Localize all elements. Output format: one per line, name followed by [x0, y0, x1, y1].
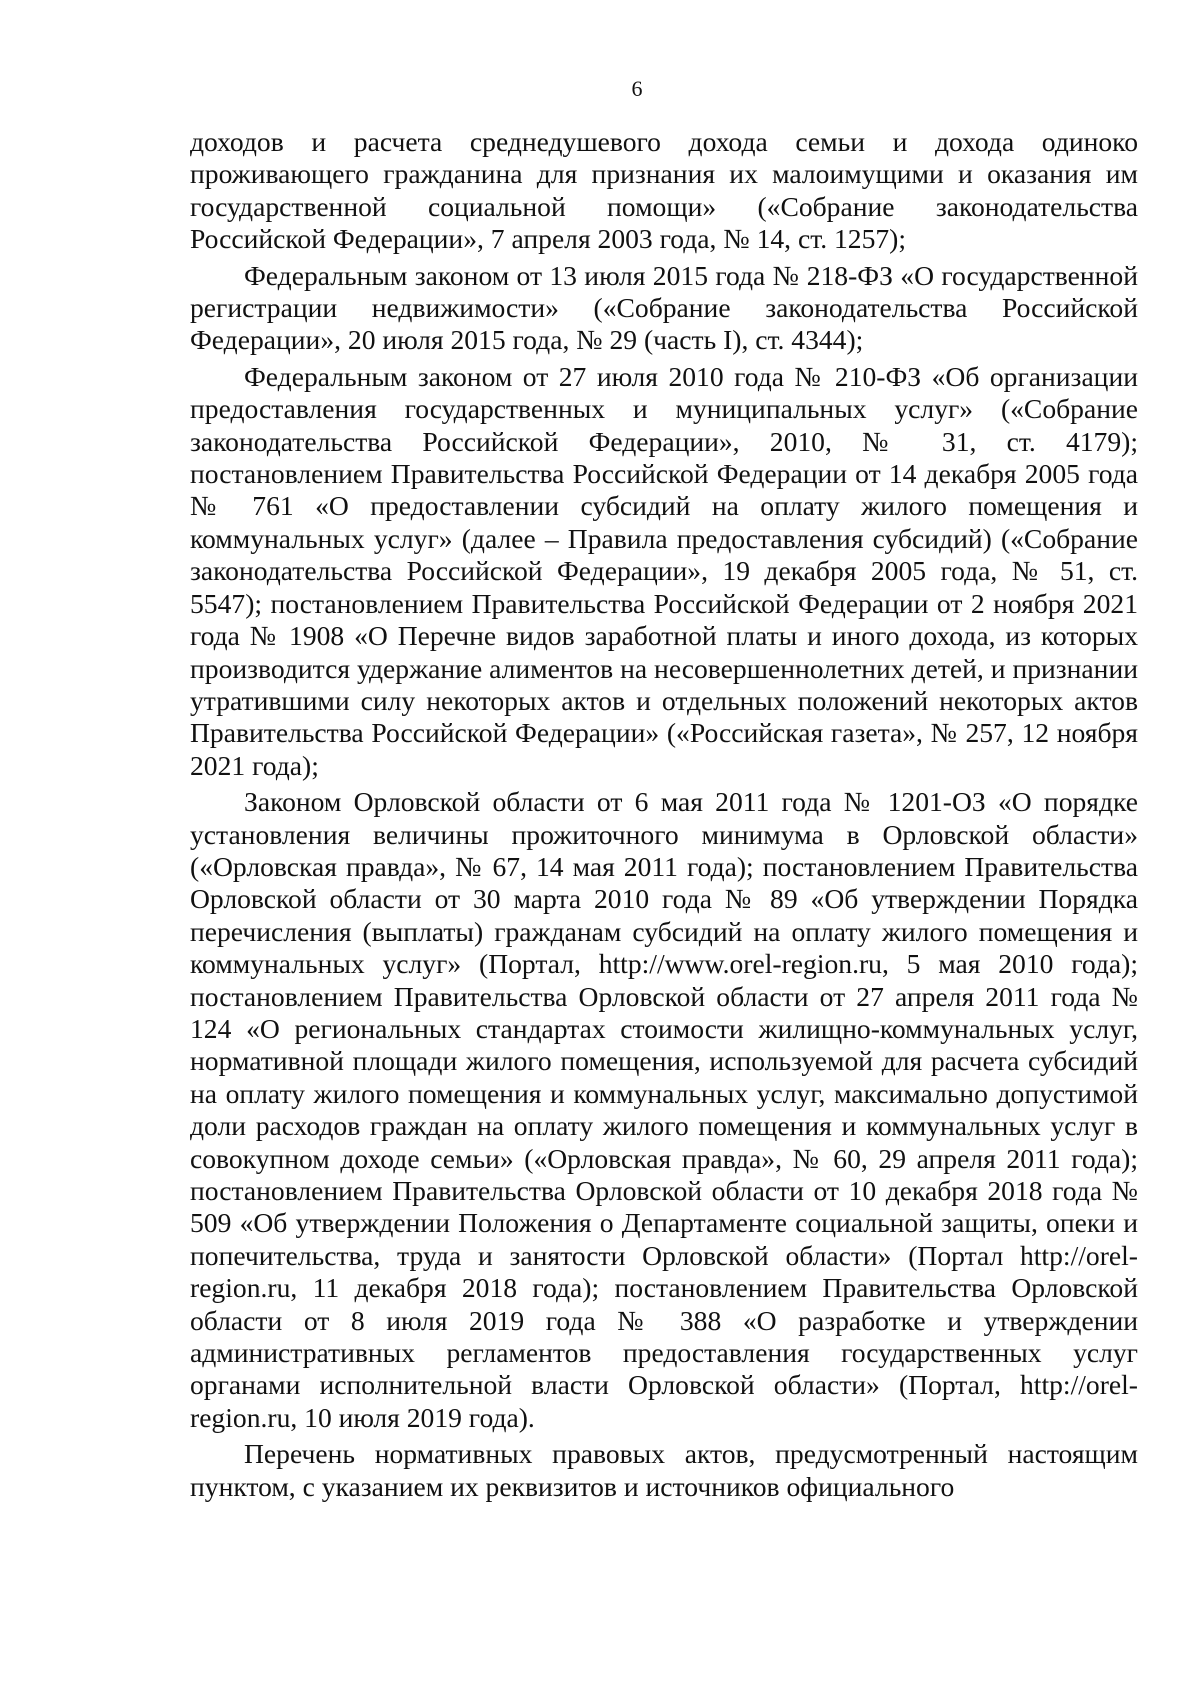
paragraph-orel-region-acts: Законом Орловской области от 6 мая 2011 года № 1201-ОЗ «О порядке установления величины прожиточного минимума в Орловской области» («Орловская правда», № 67, 14 мая 2011 года); постановлением Правительства Орловской области от 30 марта 2010 года № 89 «Об утверждении Порядка перечисления (выплаты) гражданам субсидий на оплату жилого помещения и коммунальных услуг» (Портал, http://www.orel-region.ru, 5 мая 2010 года); постановлением Правительства Орловской области от 27 апреля 2011 года № 124 «О региональных стандартах стоимости жилищно-коммунальных услуг, нормативной площади жилого помещения, используемой для расчета субсидий на оплату жилого помещения и коммунальных услуг, максимально допустимой доли расходов граждан на оплату жилого помещения и коммунальных услуг в совокупном доходе семьи» («Орловская правда», № 60, 29 апреля 2011 года); постановлением Правительства Орловской области от 10 декабря 2018 года № 509 «Об утверждении Положения о Департаменте социальной защиты, опеки и попечительства, труда и занятости Орловской области» (Портал http://orel-region.ru, 11 декабря 2018 года); постановлением Правительства Орловской области от 8 июля 2019 года № 388 «О разработке и утверждении административных регламентов предоставления государственных услуг органами исполнительной власти Орловской области» (Портал, http://orel-region.ru, 10 июля 2019 года).: [190, 786, 1138, 1433]
document-body: [190, 126, 1138, 1503]
paragraph-federal-law-218: Федеральным законом от 13 июля 2015 года № 218-ФЗ «О государственной регистрации недвижимости» («Собрание законодательства Российской Федерации», 20 июля 2015 года, № 29 (часть I), ст. 4344);: [190, 259, 1138, 356]
page-number: 6: [631, 76, 643, 101]
paragraph-continuation: доходов и расчета среднедушевого дохода семьи и дохода одиноко проживающего гражданина для признания их малоимущими и оказания им государственной социальной помощи» («Собрание законодательства Российской Федерации», 7 апреля 2003 года, № 14, ст. 1257);: [190, 126, 1138, 255]
paragraph-federal-law-210: Федеральным законом от 27 июля 2010 года № 210-ФЗ «Об организации предоставления государственных и муниципальных услуг» («Собрание законодательства Российской Федерации», 2010, № 31, ст. 4179); постановлением Правительства Российской Федерации от 14 декабря 2005 года № 761 «О предоставлении субсидий на оплату жилого помещения и коммунальных услуг» (далее – Правила предоставления субсидий) («Собрание законодательства Российской Федерации», 19 декабря 2005 года, № 51, ст. 5547); постановлением Правительства Российской Федерации от 2 ноября 2021 года № 1908 «О Перечне видов заработной платы и иного дохода, из которых производится удержание алиментов на несовершеннолетних детей, и признании утратившими силу некоторых актов и отдельных положений некоторых актов Правительства Российской Федерации» («Российская газета», № 257, 12 ноября 2021 года);: [190, 360, 1138, 781]
paragraph-acts-list: Перечень нормативных правовых актов, предусмотренный настоящим пунктом, с указанием их реквизитов и источников официального: [190, 1438, 1138, 1502]
